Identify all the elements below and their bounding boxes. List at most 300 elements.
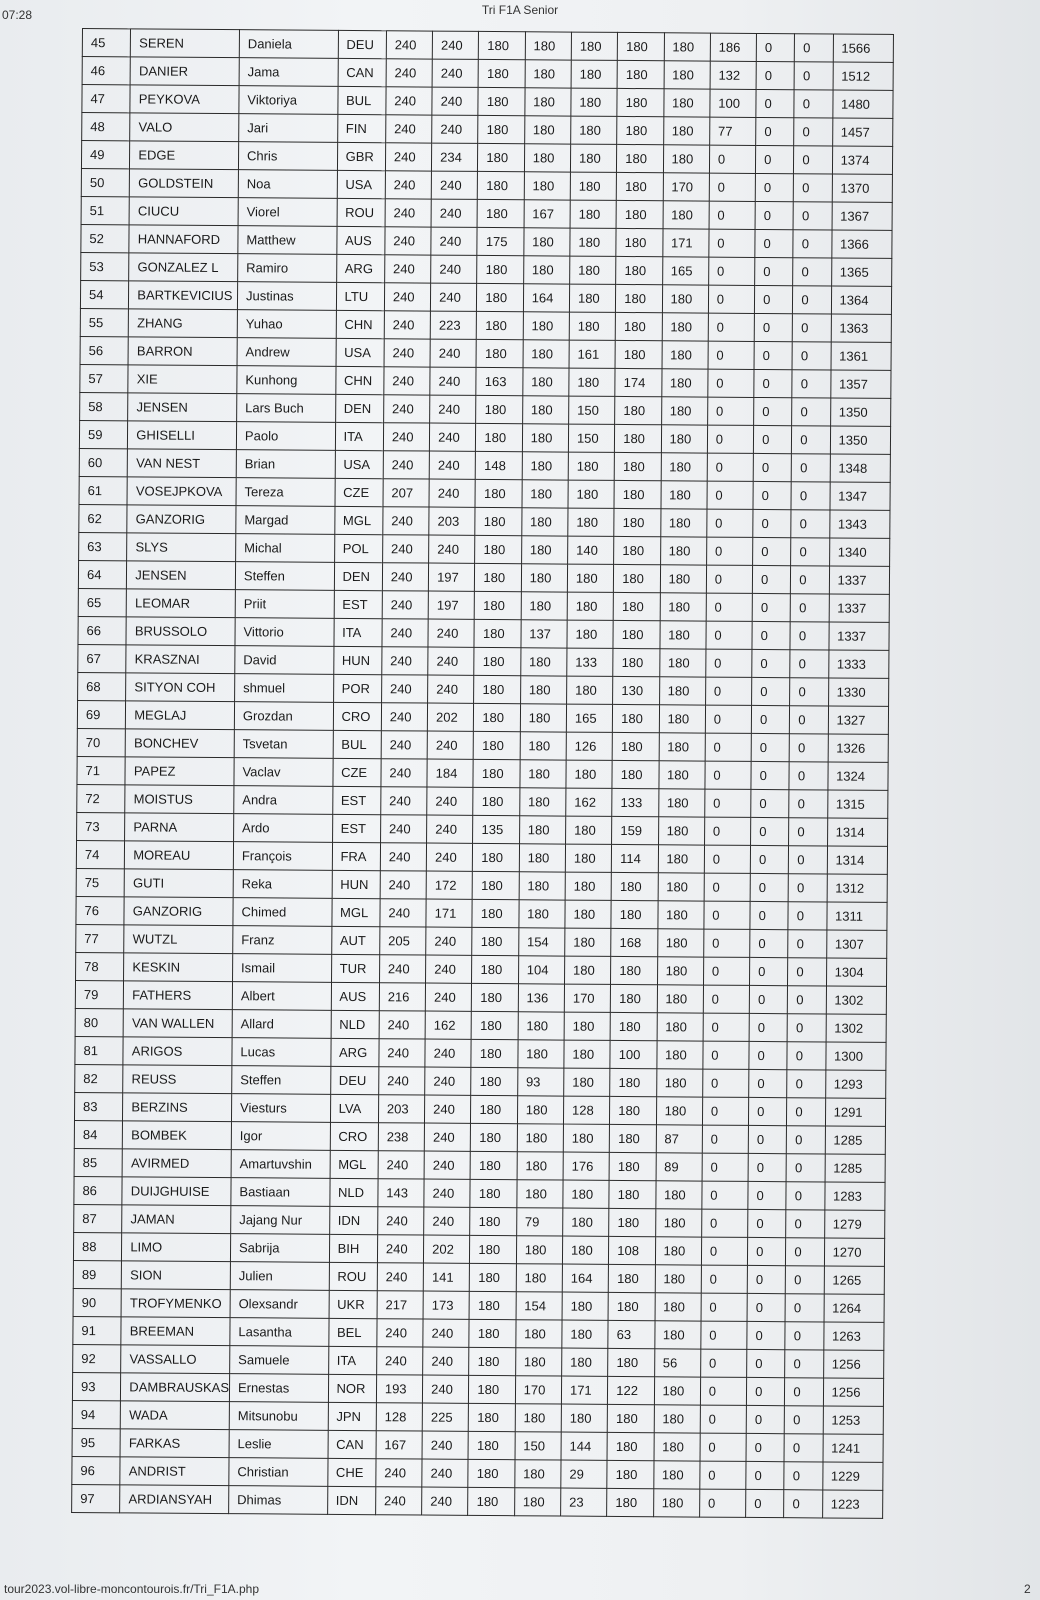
cell-flyoff-2: 0: [748, 1181, 786, 1209]
cell-round-1: 240: [382, 647, 428, 675]
cell-nation: ROU: [337, 198, 386, 226]
cell-flyoff-2: 0: [753, 509, 791, 537]
cell-round-5: 180: [570, 144, 616, 172]
cell-rank: 81: [75, 1036, 124, 1064]
cell-round-3: 180: [473, 759, 519, 787]
cell-flyoff-1: 0: [706, 649, 752, 677]
cell-round-3: 180: [470, 1151, 516, 1179]
cell-round-1: 240: [386, 115, 432, 143]
cell-nation: ITA: [335, 422, 384, 450]
cell-flyoff-1: 0: [701, 1265, 747, 1293]
cell-round-5: 180: [571, 88, 617, 116]
cell-round-3: 148: [476, 451, 522, 479]
cell-total: 1264: [824, 1294, 885, 1322]
cell-round-5: 150: [568, 424, 614, 452]
cell-round-2: 240: [423, 1347, 469, 1375]
cell-round-4: 180: [524, 144, 570, 172]
cell-flyoff-1: 0: [700, 1461, 746, 1489]
cell-first-name: Michal: [236, 534, 335, 563]
cell-round-5: 180: [564, 1040, 610, 1068]
cell-round-7: 180: [660, 593, 706, 621]
cell-rank: 78: [76, 952, 125, 980]
cell-round-6: 108: [609, 1236, 655, 1264]
cell-flyoff-3: 0: [785, 1406, 823, 1434]
cell-round-3: 180: [479, 31, 525, 59]
cell-total: 1304: [826, 958, 887, 986]
cell-round-7: 180: [661, 481, 707, 509]
cell-nation: USA: [337, 170, 386, 198]
cell-total: 1374: [832, 146, 893, 174]
cell-last-name: FARKAS: [120, 1429, 229, 1458]
cell-last-name: VOSEJPKOVA: [127, 477, 236, 506]
cell-round-2: 240: [428, 647, 474, 675]
cell-last-name: ARIGOS: [123, 1037, 232, 1066]
cell-flyoff-1: 0: [701, 1237, 747, 1265]
cell-total: 1365: [831, 258, 892, 286]
cell-nation: MGL: [330, 1150, 379, 1178]
cell-flyoff-2: 0: [756, 33, 794, 61]
cell-round-4: 180: [519, 900, 565, 928]
cell-round-4: 180: [521, 592, 567, 620]
cell-flyoff-3: 0: [788, 986, 826, 1014]
cell-round-6: 168: [611, 928, 657, 956]
cell-total: 1340: [829, 538, 890, 566]
cell-round-6: 180: [610, 1012, 656, 1040]
cell-flyoff-1: 0: [702, 1153, 748, 1181]
cell-first-name: Priit: [235, 590, 334, 619]
cell-rank: 74: [76, 840, 125, 868]
cell-round-6: 180: [611, 956, 657, 984]
cell-round-4: 180: [519, 872, 565, 900]
cell-first-name: Matthew: [238, 226, 337, 255]
cell-flyoff-2: 0: [755, 257, 793, 285]
cell-round-1: 240: [378, 1207, 424, 1235]
cell-round-5: 180: [565, 844, 611, 872]
cell-round-7: 180: [662, 285, 708, 313]
cell-flyoff-1: 0: [704, 929, 750, 957]
cell-flyoff-1: 186: [710, 33, 756, 61]
cell-round-2: 172: [426, 871, 472, 899]
cell-nation: AUS: [336, 226, 385, 254]
cell-round-1: 240: [382, 535, 428, 563]
cell-last-name: SLYS: [127, 533, 236, 562]
cell-nation: CHN: [335, 366, 384, 394]
cell-first-name: Steffen: [232, 1066, 331, 1095]
cell-total: 1311: [826, 902, 887, 930]
cell-round-7: 171: [662, 229, 708, 257]
cell-round-3: 180: [472, 983, 518, 1011]
cell-round-5: 180: [565, 816, 611, 844]
cell-flyoff-2: 0: [753, 425, 791, 453]
cell-last-name: MEGLAJ: [126, 701, 235, 730]
cell-first-name: Igor: [231, 1122, 330, 1151]
cell-round-4: 136: [518, 984, 564, 1012]
cell-last-name: VALO: [130, 113, 239, 142]
cell-flyoff-2: 0: [754, 397, 792, 425]
cell-flyoff-3: 0: [789, 846, 827, 874]
cell-round-2: 202: [424, 1235, 470, 1263]
cell-round-1: 240: [385, 171, 431, 199]
cell-round-7: 180: [664, 61, 710, 89]
cell-flyoff-2: 0: [753, 481, 791, 509]
cell-round-5: 180: [566, 760, 612, 788]
cell-round-7: 180: [654, 1377, 700, 1405]
cell-round-4: 180: [518, 1012, 564, 1040]
cell-round-2: 240: [432, 31, 478, 59]
cell-round-1: 240: [376, 1459, 422, 1487]
cell-first-name: Ramiro: [238, 254, 337, 283]
cell-flyoff-3: 0: [789, 762, 827, 790]
cell-total: 1302: [826, 1014, 887, 1042]
cell-flyoff-2: 0: [756, 117, 794, 145]
cell-flyoff-1: 0: [706, 537, 752, 565]
cell-rank: 69: [77, 700, 126, 728]
cell-flyoff-3: 0: [790, 594, 828, 622]
cell-last-name: GONZALEZ L: [129, 253, 238, 282]
cell-flyoff-2: 0: [748, 1125, 786, 1153]
cell-rank: 92: [73, 1344, 122, 1372]
cell-rank: 93: [72, 1372, 121, 1400]
cell-round-4: 180: [516, 1236, 562, 1264]
cell-nation: DEN: [334, 562, 383, 590]
cell-flyoff-3: 0: [791, 566, 829, 594]
cell-round-2: 240: [432, 59, 478, 87]
cell-round-6: 180: [609, 1180, 655, 1208]
cell-flyoff-3: 0: [788, 874, 826, 902]
cell-round-3: 180: [471, 1095, 517, 1123]
cell-flyoff-1: 0: [703, 1013, 749, 1041]
cell-round-5: 180: [565, 900, 611, 928]
cell-flyoff-2: 0: [747, 1293, 785, 1321]
cell-flyoff-3: 0: [790, 706, 828, 734]
cell-round-3: 175: [477, 227, 523, 255]
cell-round-6: 180: [608, 1292, 654, 1320]
cell-flyoff-2: 0: [751, 817, 789, 845]
cell-round-2: 240: [426, 843, 472, 871]
cell-last-name: SION: [122, 1261, 231, 1290]
cell-round-4: 180: [523, 256, 569, 284]
cell-nation: UKR: [329, 1290, 378, 1318]
cell-round-2: 240: [427, 787, 473, 815]
cell-round-5: 180: [562, 1292, 608, 1320]
cell-round-4: 180: [522, 396, 568, 424]
cell-flyoff-3: 0: [793, 202, 831, 230]
cell-nation: AUS: [331, 982, 380, 1010]
cell-round-5: 144: [561, 1432, 607, 1460]
cell-first-name: Noa: [238, 170, 337, 199]
cell-round-2: 240: [426, 955, 472, 983]
cell-last-name: MOREAU: [125, 841, 234, 870]
cell-rank: 75: [76, 868, 125, 896]
cell-round-3: 180: [472, 955, 518, 983]
cell-round-7: 180: [662, 341, 708, 369]
cell-round-6: 114: [612, 844, 658, 872]
cell-round-6: 180: [607, 1404, 653, 1432]
cell-round-1: 240: [381, 759, 427, 787]
cell-round-7: 180: [659, 649, 705, 677]
cell-round-1: 203: [378, 1095, 424, 1123]
cell-round-4: 154: [516, 1292, 562, 1320]
cell-total: 1350: [830, 426, 891, 454]
cell-round-6: 180: [608, 1348, 654, 1376]
cell-flyoff-3: 0: [793, 314, 831, 342]
cell-round-6: 180: [612, 732, 658, 760]
cell-last-name: JENSEN: [127, 561, 236, 590]
cell-flyoff-1: 0: [709, 173, 755, 201]
results-table: [71, 28, 894, 1519]
cell-total: 1330: [828, 678, 889, 706]
cell-flyoff-2: 0: [751, 733, 789, 761]
cell-round-1: 240: [386, 59, 432, 87]
cell-round-4: 180: [523, 368, 569, 396]
cell-round-3: 180: [477, 283, 523, 311]
cell-round-4: 150: [515, 1432, 561, 1460]
cell-total: 1363: [831, 314, 892, 342]
cell-first-name: Amartuvshin: [231, 1150, 330, 1179]
cell-rank: 80: [75, 1008, 124, 1036]
cell-round-2: 240: [430, 367, 476, 395]
cell-round-6: 180: [614, 480, 660, 508]
cell-round-2: 240: [428, 675, 474, 703]
cell-nation: MGL: [331, 898, 380, 926]
cell-total: 1256: [823, 1378, 884, 1406]
cell-flyoff-3: 0: [786, 1154, 824, 1182]
cell-round-1: 240: [383, 395, 429, 423]
cell-rank: 56: [80, 336, 129, 364]
cell-flyoff-3: 0: [788, 930, 826, 958]
cell-rank: 50: [81, 168, 130, 196]
cell-total: 1343: [829, 510, 890, 538]
cell-round-1: 240: [381, 787, 427, 815]
cell-round-4: 180: [515, 1348, 561, 1376]
cell-flyoff-3: 0: [784, 1462, 822, 1490]
document-title: Tri F1A Senior: [481, 3, 559, 17]
cell-total: 1361: [831, 342, 892, 370]
cell-flyoff-3: 0: [788, 902, 826, 930]
cell-first-name: Samuele: [230, 1346, 329, 1375]
cell-total: 1270: [824, 1238, 885, 1266]
cell-round-5: 176: [563, 1152, 609, 1180]
cell-last-name: GANZORIG: [124, 897, 233, 926]
cell-last-name: SITYON COH: [126, 673, 235, 702]
cell-flyoff-3: 0: [787, 1070, 825, 1098]
cell-total: 1285: [825, 1126, 886, 1154]
cell-round-1: 216: [379, 983, 425, 1011]
cell-round-3: 180: [472, 927, 518, 955]
cell-last-name: PAPEZ: [125, 757, 234, 786]
cell-last-name: ANDRIST: [120, 1457, 229, 1486]
cell-flyoff-2: 0: [749, 1041, 787, 1069]
cell-round-1: 240: [379, 955, 425, 983]
cell-round-7: 180: [657, 957, 703, 985]
cell-last-name: FATHERS: [124, 981, 233, 1010]
cell-round-6: 180: [617, 88, 663, 116]
cell-first-name: Vittorio: [235, 618, 334, 647]
cell-first-name: Julien: [230, 1262, 329, 1291]
cell-round-3: 180: [468, 1431, 514, 1459]
cell-round-3: 180: [478, 59, 524, 87]
cell-round-7: 180: [658, 873, 704, 901]
cell-flyoff-3: 0: [793, 286, 831, 314]
cell-rank: 52: [81, 224, 130, 252]
cell-total: 1333: [828, 650, 889, 678]
cell-last-name: GANZORIG: [127, 505, 236, 534]
cell-round-6: 180: [614, 452, 660, 480]
cell-round-6: 180: [611, 872, 657, 900]
cell-round-3: 180: [470, 1235, 516, 1263]
cell-nation: USA: [335, 450, 384, 478]
cell-rank: 70: [77, 728, 126, 756]
cell-round-5: 180: [571, 60, 617, 88]
cell-round-2: 240: [423, 1375, 469, 1403]
cell-round-2: 225: [422, 1403, 468, 1431]
cell-round-3: 180: [469, 1291, 515, 1319]
cell-flyoff-2: 0: [749, 1097, 787, 1125]
cell-last-name: EDGE: [130, 141, 239, 170]
cell-round-6: 180: [614, 508, 660, 536]
cell-round-5: 180: [564, 1068, 610, 1096]
cell-round-4: 180: [522, 452, 568, 480]
cell-total: 1279: [824, 1210, 885, 1238]
cell-rank: 49: [81, 141, 130, 169]
cell-round-2: 197: [429, 563, 475, 591]
cell-flyoff-2: 0: [755, 285, 793, 313]
cell-round-6: 180: [614, 564, 660, 592]
cell-last-name: HANNAFORD: [129, 225, 238, 254]
cell-round-4: 180: [516, 1320, 562, 1348]
cell-round-4: 180: [519, 844, 565, 872]
cell-nation: IDN: [327, 1486, 376, 1514]
cell-rank: 86: [74, 1176, 123, 1204]
cell-flyoff-3: 0: [785, 1294, 823, 1322]
cell-round-2: 240: [429, 479, 475, 507]
cell-round-3: 180: [474, 619, 520, 647]
cell-nation: EST: [334, 590, 383, 618]
cell-round-7: 180: [656, 1097, 702, 1125]
cell-round-6: 180: [615, 340, 661, 368]
cell-round-6: 159: [612, 816, 658, 844]
cell-flyoff-1: 0: [705, 705, 751, 733]
cell-round-6: 180: [609, 1208, 655, 1236]
cell-last-name: JENSEN: [128, 393, 237, 422]
cell-flyoff-3: 0: [795, 34, 833, 62]
cell-flyoff-2: 0: [747, 1377, 785, 1405]
cell-round-7: 180: [655, 1237, 701, 1265]
cell-last-name: BRUSSOLO: [126, 617, 235, 646]
cell-round-4: 180: [521, 564, 567, 592]
cell-first-name: Brian: [236, 450, 335, 479]
cell-round-2: 171: [426, 899, 472, 927]
cell-round-5: 180: [570, 200, 616, 228]
cell-flyoff-3: 0: [787, 1098, 825, 1126]
cell-round-5: 180: [569, 312, 615, 340]
cell-first-name: Grozdan: [234, 702, 333, 731]
cell-first-name: Ismail: [232, 954, 331, 983]
cell-nation: CZE: [335, 478, 384, 506]
cell-rank: 71: [77, 756, 126, 784]
cell-last-name: VAN NEST: [128, 449, 237, 478]
cell-round-5: 180: [571, 32, 617, 60]
cell-flyoff-3: 0: [790, 622, 828, 650]
cell-rank: 63: [79, 532, 128, 560]
cell-flyoff-2: 0: [746, 1433, 784, 1461]
cell-round-7: 180: [654, 1405, 700, 1433]
cell-round-3: 180: [475, 507, 521, 535]
cell-total: 1348: [830, 454, 891, 482]
cell-total: 1312: [827, 874, 888, 902]
cell-round-5: 126: [566, 732, 612, 760]
cell-round-5: 180: [562, 1348, 608, 1376]
cell-flyoff-1: 0: [705, 677, 751, 705]
cell-nation: CHN: [336, 310, 385, 338]
cell-flyoff-1: 0: [708, 341, 754, 369]
cell-round-5: 180: [564, 956, 610, 984]
cell-last-name: AVIRMED: [122, 1149, 231, 1178]
cell-flyoff-3: 0: [785, 1378, 823, 1406]
cell-round-7: 180: [655, 1265, 701, 1293]
cell-nation: BUL: [337, 86, 386, 114]
cell-round-3: 180: [477, 311, 523, 339]
cell-nation: GBR: [337, 142, 386, 170]
cell-flyoff-1: 0: [705, 761, 751, 789]
cell-flyoff-1: 0: [703, 957, 749, 985]
cell-round-1: 205: [380, 927, 426, 955]
cell-round-5: 180: [563, 1124, 609, 1152]
cell-rank: 96: [72, 1456, 121, 1484]
cell-round-4: 180: [520, 760, 566, 788]
cell-flyoff-3: 0: [790, 678, 828, 706]
cell-nation: NOR: [328, 1374, 377, 1402]
cell-round-3: 180: [476, 423, 522, 451]
cell-round-4: 137: [521, 620, 567, 648]
cell-round-7: 180: [663, 89, 709, 117]
cell-round-4: 180: [524, 172, 570, 200]
cell-first-name: Lasantha: [230, 1318, 329, 1347]
cell-round-6: 180: [610, 1068, 656, 1096]
cell-round-6: 180: [612, 760, 658, 788]
cell-rank: 77: [76, 924, 125, 952]
cell-rank: 65: [78, 588, 127, 616]
cell-round-5: 150: [569, 396, 615, 424]
cell-flyoff-3: 0: [792, 370, 830, 398]
cell-flyoff-1: 0: [708, 285, 754, 313]
cell-rank: 61: [79, 476, 128, 504]
cell-nation: EST: [332, 814, 381, 842]
cell-last-name: VAN WALLEN: [123, 1009, 232, 1038]
cell-total: 1300: [825, 1042, 886, 1070]
cell-round-7: 180: [659, 621, 705, 649]
cell-round-1: 238: [378, 1123, 424, 1151]
cell-flyoff-1: 0: [707, 453, 753, 481]
cell-first-name: Christian: [229, 1458, 328, 1487]
cell-flyoff-2: 0: [756, 89, 794, 117]
cell-total: 1307: [826, 930, 887, 958]
cell-round-2: 240: [432, 115, 478, 143]
cell-last-name: DAMBRAUSKAS: [121, 1373, 230, 1402]
cell-flyoff-2: 0: [755, 173, 793, 201]
cell-flyoff-3: 0: [792, 398, 830, 426]
cell-flyoff-3: 0: [788, 958, 826, 986]
cell-last-name: BOMBEK: [123, 1121, 232, 1150]
cell-round-1: 240: [380, 899, 426, 927]
cell-round-2: 240: [430, 395, 476, 423]
cell-flyoff-3: 0: [784, 1490, 822, 1518]
cell-nation: DEN: [335, 394, 384, 422]
cell-round-4: 104: [518, 956, 564, 984]
print-time: 07:28: [2, 8, 33, 22]
cell-round-3: 180: [471, 1039, 517, 1067]
cell-round-2: 240: [431, 199, 477, 227]
